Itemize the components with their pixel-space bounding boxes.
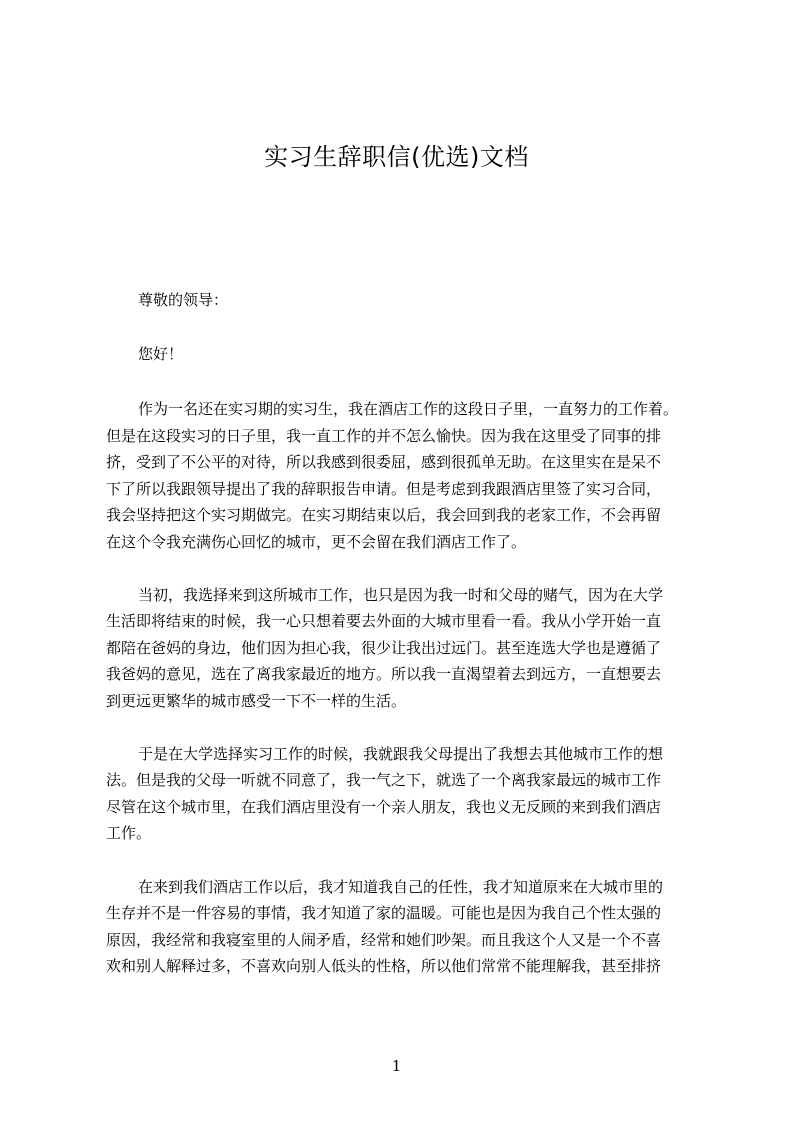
paragraph-line: 都陪在爸妈的身边，他们因为担心我，很少让我出过远门。甚至连选大学也是遵循了 (106, 639, 662, 657)
paragraph-line: 于是在大学选择实习工作的时候，我就跟我父母提出了我想去其他城市工作的想 (138, 745, 664, 763)
paragraph-line: 工作。 (106, 824, 152, 842)
paragraph-line: 尽管在这个城市里，在我们酒店里没有一个亲人朋友，我也义无反顾的来到我们酒店 (106, 798, 662, 816)
paragraph-line: 到更远更繁华的城市感受一下不一样的生活。 (106, 692, 407, 710)
paragraph-line: 挤，受到了不公平的对待，所以我感到很委屈，感到很孤单无助。在这里实在是呆不 (106, 453, 662, 471)
paragraph-line: 欢和别人解释过多，不喜欢向别人低头的性格，所以他们常常不能理解我，甚至排挤 (106, 957, 662, 975)
paragraph-line: 我会坚持把这个实习期做完。在实习期结束以后，我会回到我的老家工作，不会再留 (106, 506, 662, 524)
paragraph-line: 下了所以我跟领导提出了我的辞职报告申请。但是考虑到我跟酒店里签了实习合同， (106, 480, 662, 498)
paragraph-line: 但是在这段实习的日子里，我一直工作的并不怎么愉快。因为我在这里受了同事的排 (106, 427, 662, 445)
paragraph-line: 在这个令我充满伤心回忆的城市，更不会留在我们酒店工作了。 (106, 533, 527, 551)
paragraph-line: 原因，我经常和我寝室里的人闹矛盾，经常和她们吵架。而且我这个人又是一个不喜 (106, 931, 662, 949)
paragraph-line: 生存并不是一件容易的事情，我才知道了家的温暖。可能也是因为我自己个性太强的 (106, 904, 662, 922)
document-title: 实习生辞职信(优选)文档 (264, 143, 529, 171)
greeting: 尊敬的领导： (138, 291, 229, 309)
paragraph-line: 我爸妈的意见，选在了离我家最近的地方。所以我一直渴望着去到远方，一直想要去 (106, 665, 662, 683)
salutation: 您好！ (138, 345, 184, 363)
paragraph-line: 作为一名还在实习期的实习生，我在酒店工作的这段日子里，一直努力的工作着。 (138, 400, 679, 418)
paragraph-line: 在来到我们酒店工作以后，我才知道我自己的任性，我才知道原来在大城市里的 (138, 878, 664, 896)
paragraph-line: 法。但是我的父母一听就不同意了，我一气之下，就选了一个离我家最远的城市工作 (106, 771, 662, 789)
paragraph-line: 生活即将结束的时候，我一心只想着要去外面的大城市里看一看。我从小学开始一直 (106, 612, 662, 630)
page-number: 1 (391, 1057, 402, 1075)
paragraph-line: 当初，我选择来到这所城市工作，也只是因为我一时和父母的赌气，因为在大学 (138, 586, 664, 604)
